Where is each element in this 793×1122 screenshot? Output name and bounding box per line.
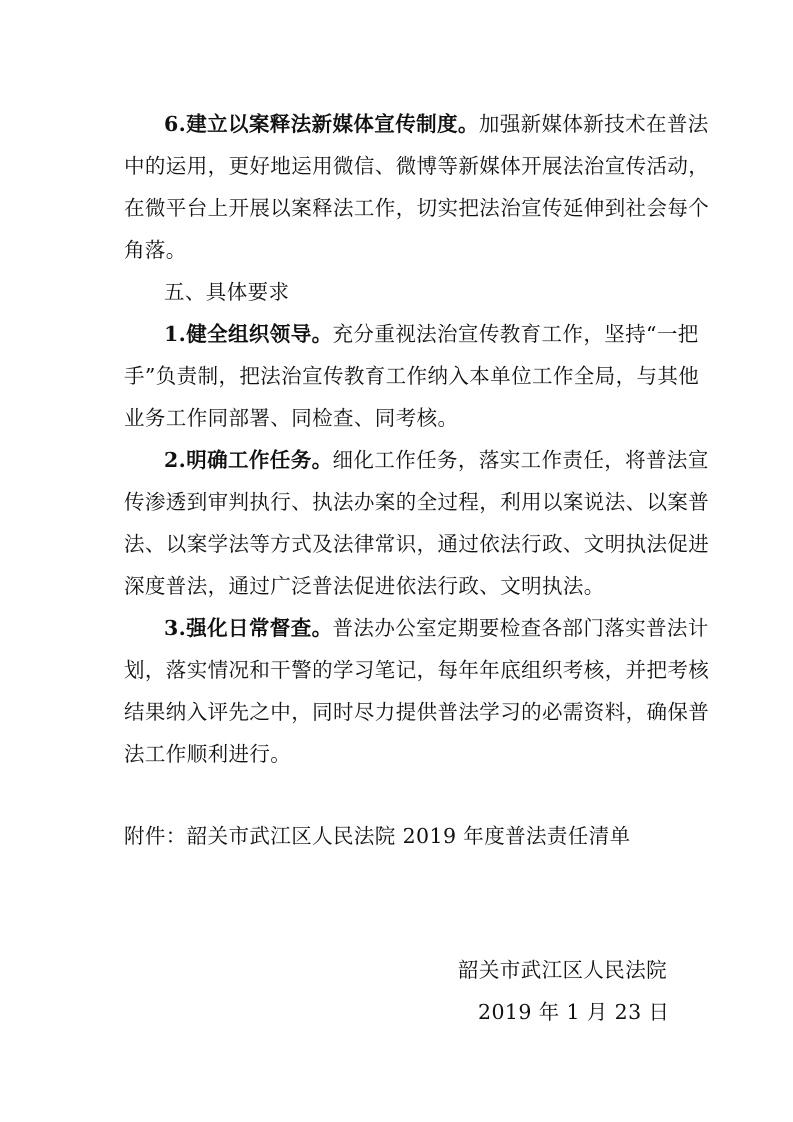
- req3-line-4: 法工作顺利进行。: [124, 742, 292, 766]
- req1-line-2: 手”负责制，把法治宣传教育工作纳入本单位工作全局，与其他: [124, 364, 700, 388]
- signature: 韶关市武江区人民法院: [458, 958, 667, 982]
- section-five-title: 五、具体要求: [164, 280, 290, 304]
- section6-line-2: 中的运用，更好地运用微信、微博等新媒体开展法治宣传活动，: [124, 154, 710, 178]
- section6-line-4: 角落。: [124, 238, 187, 262]
- req1-line-3: 业务工作同部署、同检查、同考核。: [124, 406, 459, 430]
- req3-line-3: 结果纳入评先之中，同时尽力提供普法学习的必需资料，确保普: [124, 700, 710, 724]
- document-date: 2019 年 1 月 23 日: [478, 1000, 670, 1024]
- req3-first-text: 普法办公室定期要检查各部门落实普法计: [332, 616, 709, 640]
- req2-first-line: [164, 446, 709, 474]
- req1-heading: 1.健全组织领导。: [164, 322, 333, 346]
- req3-line-2: 划，落实情况和干警的学习笔记，每年年底组织考核，并把考核: [124, 658, 710, 682]
- req1-first-text: 充分重视法治宣传教育工作，坚持“一把: [332, 322, 699, 346]
- section6-first-text: 加强新媒体新技术在普法: [478, 112, 709, 136]
- section6-line-3: 在微平台上开展以案释法工作，切实把法治宣传延伸到社会每个: [124, 196, 710, 220]
- attachment-line: 附件：韶关市武江区人民法院 2019 年度普法责任清单: [124, 824, 631, 848]
- req2-line-3: 法、以案学法等方式及法律常识，通过依法行政、文明执法促进: [124, 532, 710, 556]
- section6-heading: 6.建立以案释法新媒体宣传制度。: [164, 112, 479, 136]
- req2-line-4: 深度普法，通过广泛普法促进依法行政、文明执法。: [124, 574, 605, 598]
- req3-first-line: [164, 614, 709, 642]
- req2-heading: 2.明确工作任务。: [164, 448, 333, 472]
- req3-heading: 3.强化日常督查。: [164, 616, 333, 640]
- req2-line-2: 传渗透到审判执行、执法办案的全过程，利用以案说法、以案普: [124, 490, 710, 514]
- req1-first-line: [164, 320, 699, 348]
- req2-first-text: 细化工作任务，落实工作责任，将普法宣: [332, 448, 709, 472]
- section6-first-line: [164, 110, 709, 138]
